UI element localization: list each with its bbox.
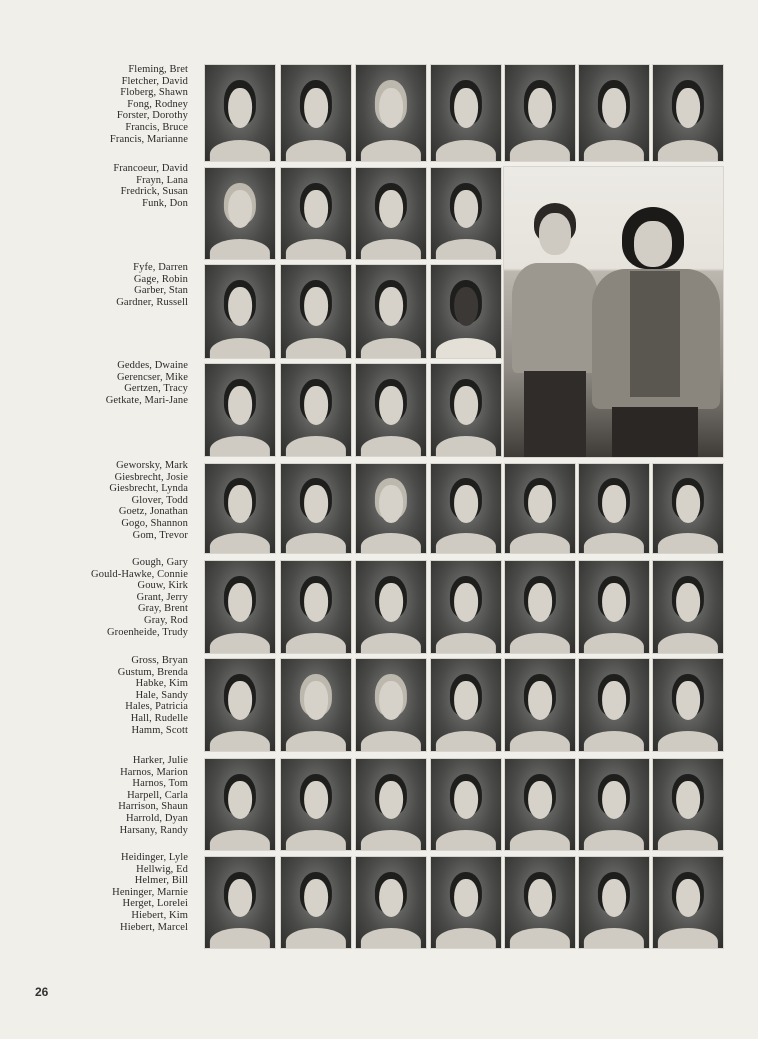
student-name: Goetz, Jonathan [118, 506, 188, 518]
student-name: Heidinger, Lyle [121, 852, 188, 863]
student-name: Giesbrecht, Lynda [109, 483, 188, 495]
student-name: Funk, Don [142, 197, 188, 209]
student-portrait [430, 758, 502, 851]
name-list-group-7 [40, 655, 188, 736]
name-list-group-8 [40, 755, 188, 836]
student-name: Hellwig, Ed [136, 863, 188, 875]
name-list-group-3 [40, 262, 188, 308]
student-portrait [355, 758, 427, 851]
student-name: Groenheide, Trudy [106, 626, 188, 638]
student-portrait [355, 658, 427, 752]
student-name: Harrold, Dyan [126, 812, 188, 824]
student-portrait [280, 167, 352, 260]
student-portrait [430, 167, 502, 260]
student-portrait [204, 463, 276, 554]
student-portrait [204, 658, 276, 752]
student-portrait [280, 264, 352, 359]
student-name: Francis, Marianne [109, 133, 188, 145]
student-portrait [578, 658, 650, 752]
student-name: Harker, Julie [132, 755, 188, 766]
student-name: Harsany, Randy [119, 824, 188, 836]
student-portrait [430, 64, 502, 162]
name-list-group-6 [40, 557, 188, 638]
student-portrait [504, 64, 576, 162]
student-portrait [652, 560, 724, 654]
student-name: Geddes, Dwaine [117, 360, 188, 371]
student-portrait [204, 560, 276, 654]
student-portrait [204, 856, 276, 949]
student-name: Fyfe, Darren [133, 262, 188, 273]
student-name: Grant, Jerry [136, 591, 188, 603]
student-name: Gough, Gary [132, 557, 188, 568]
student-portrait [280, 856, 352, 949]
student-portrait [430, 363, 502, 457]
student-portrait [504, 463, 576, 554]
student-name: Fleming, Bret [128, 64, 188, 75]
student-portrait [280, 363, 352, 457]
student-name: Harnos, Tom [132, 778, 188, 790]
student-name: Harnos, Marion [120, 766, 188, 778]
student-name: Giesbrecht, Josie [114, 471, 188, 483]
student-portrait [280, 658, 352, 752]
student-name: Francoeur, David [113, 163, 188, 174]
student-portrait [204, 363, 276, 457]
page-number: 26 [35, 985, 49, 999]
student-name: Hamm, Scott [131, 724, 188, 736]
student-portrait [652, 463, 724, 554]
student-portrait [355, 560, 427, 654]
student-portrait [280, 560, 352, 654]
student-name: Hall, Rudelle [130, 712, 188, 724]
student-portrait [355, 264, 427, 359]
student-portrait [355, 856, 427, 949]
student-name: Fong, Rodney [127, 98, 188, 110]
student-portrait [504, 856, 576, 949]
student-name: Heninger, Marnie [112, 886, 188, 898]
student-name: Fletcher, David [121, 75, 188, 87]
student-name: Frayn, Lana [136, 174, 188, 186]
student-portrait [578, 560, 650, 654]
student-portrait [430, 658, 502, 752]
student-name: Glover, Todd [131, 494, 188, 506]
student-portrait [652, 856, 724, 949]
student-name: Gouw, Kirk [137, 580, 188, 592]
student-portrait [652, 658, 724, 752]
student-portrait [204, 758, 276, 851]
student-name: Floberg, Shawn [120, 87, 188, 99]
student-portrait [280, 758, 352, 851]
student-portrait [430, 264, 502, 359]
student-portrait [578, 856, 650, 949]
student-name: Habke, Kim [135, 678, 188, 690]
student-name: Gray, Rod [144, 614, 188, 626]
candid-photo-student-left [512, 203, 598, 458]
name-list-group-5 [40, 460, 188, 541]
student-name: Gustum, Brenda [117, 666, 188, 678]
student-portrait [204, 64, 276, 162]
name-list-group-1 [40, 64, 188, 145]
student-portrait [652, 64, 724, 162]
name-list-group-4 [40, 360, 188, 406]
student-portrait [578, 758, 650, 851]
student-name: Gerencser, Mike [116, 371, 188, 383]
student-name: Harrison, Shaun [118, 801, 188, 813]
student-portrait [355, 463, 427, 554]
student-portrait [578, 64, 650, 162]
student-portrait [204, 264, 276, 359]
student-portrait [355, 363, 427, 457]
student-portrait [355, 167, 427, 260]
student-portrait [430, 856, 502, 949]
student-name: Hiebert, Marcel [120, 921, 188, 933]
student-name: Hiebert, Kim [131, 909, 188, 921]
student-portrait [355, 64, 427, 162]
student-portrait [504, 658, 576, 752]
student-portrait [280, 64, 352, 162]
student-name: Helmer, Bill [134, 875, 188, 887]
student-name: Getkate, Mari-Jane [105, 394, 188, 406]
student-portrait [652, 758, 724, 851]
student-name: Gardner, Russell [116, 296, 188, 308]
student-portrait [430, 463, 502, 554]
student-portrait [430, 560, 502, 654]
student-portrait [578, 463, 650, 554]
student-name: Francis, Bruce [125, 121, 188, 133]
student-name: Fredrick, Susan [120, 186, 188, 198]
student-portrait [504, 758, 576, 851]
student-name: Geworsky, Mark [116, 460, 188, 471]
student-name: Harpell, Carla [127, 789, 188, 801]
student-name: Gogo, Shannon [121, 517, 188, 529]
candid-photo-student-right [592, 207, 720, 458]
student-name: Gray, Brent [138, 603, 188, 615]
student-name: Hale, Sandy [135, 689, 188, 701]
student-portrait [504, 560, 576, 654]
name-list-group-9 [40, 852, 188, 933]
student-name: Garber, Stan [134, 285, 188, 297]
student-portrait [204, 167, 276, 260]
name-list-group-2 [40, 163, 188, 209]
candid-photo [503, 166, 724, 458]
student-name: Herget, Lorelei [122, 898, 188, 910]
student-name: Gom, Trevor [132, 529, 188, 541]
student-name: Forster, Dorothy [116, 110, 188, 122]
student-name: Gertzen, Tracy [124, 383, 188, 395]
student-name: Gould-Hawke, Connie [91, 568, 188, 580]
student-name: Gage, Robin [133, 273, 188, 285]
student-name: Gross, Bryan [131, 655, 188, 666]
student-name: Hales, Patricia [125, 701, 188, 713]
student-portrait [280, 463, 352, 554]
